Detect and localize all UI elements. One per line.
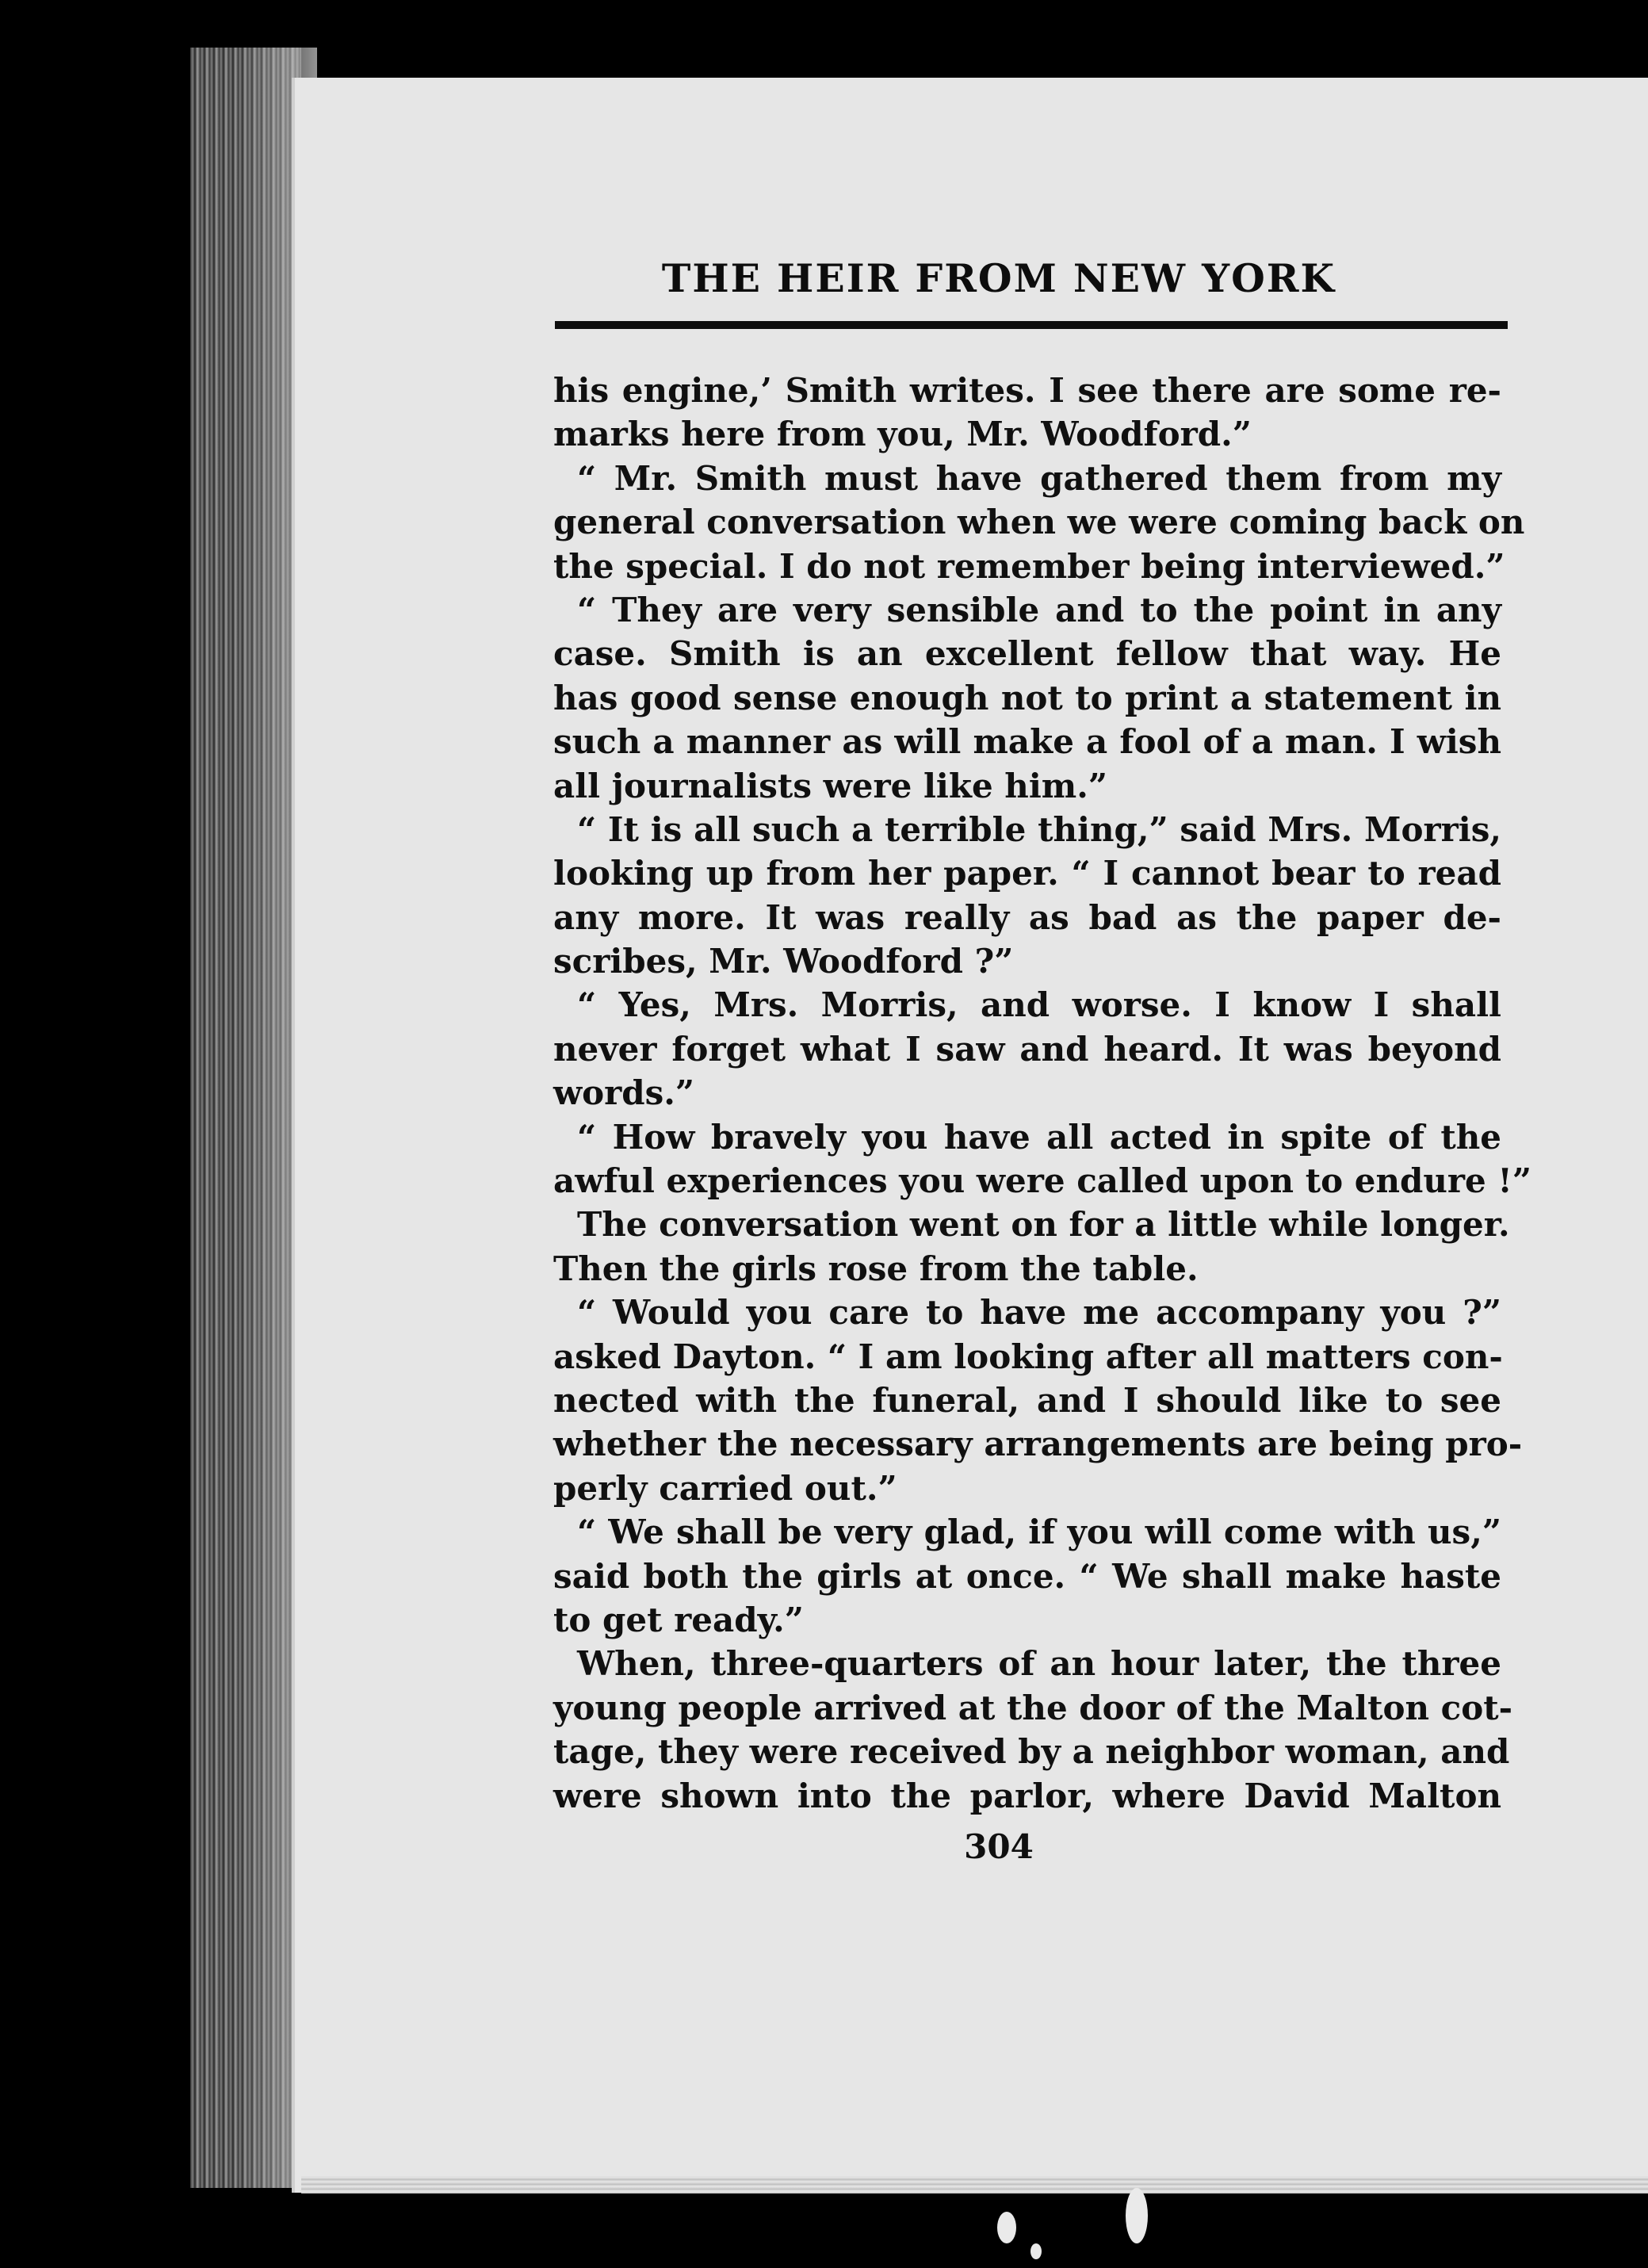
- text-line: all journalists were like him.”: [553, 766, 1108, 805]
- text-line: such a manner as will make a fool of a man. I wish: [553, 722, 1501, 762]
- text-line: scribes, Mr. Woodford ?”: [553, 942, 1014, 981]
- text-line: were shown into the parlor, where David Malton: [553, 1776, 1501, 1815]
- body-text: [553, 369, 1531, 1818]
- text-line: his engine,’ Smith writes. I see there are some re-: [553, 371, 1501, 410]
- running-head: THE HEIR FROM NEW YORK: [661, 255, 1336, 301]
- text-line: said both the girls at once. “ We shall make haste: [553, 1556, 1501, 1596]
- text-line: never forget what I saw and heard. It was beyond: [553, 1029, 1501, 1069]
- scan-speck: [1126, 2188, 1148, 2243]
- text-line: whether the necessary arrangements are being pro-: [553, 1425, 1523, 1464]
- text-line: tage, they were received by a neighbor woman, and: [553, 1732, 1510, 1772]
- text-line: awful experiences you were called upon to endure !”: [553, 1161, 1531, 1201]
- text-line: looking up from her paper. “ I cannot bear to read: [553, 854, 1501, 893]
- text-line: any more. It was really as bad as the paper de-: [553, 897, 1501, 937]
- text-line: young people arrived at the door of the Malton cot-: [553, 1688, 1513, 1727]
- text-line: “ How bravely you have all acted in spite of the: [577, 1117, 1501, 1157]
- text-line: “ We shall be very glad, if you will come with us,”: [577, 1513, 1501, 1552]
- scan-speck: [997, 2212, 1016, 2243]
- text-line: asked Dayton. “ I am looking after all matters con-: [553, 1337, 1503, 1376]
- text-line: Then the girls rose from the table.: [553, 1249, 1199, 1288]
- text-line: “ It is all such a terrible thing,” said Mrs. Morris,: [577, 809, 1501, 849]
- text-line: the special. I do not remember being interviewed.”: [553, 546, 1505, 586]
- text-line: “ Would you care to have me accompany you ?”: [577, 1293, 1501, 1333]
- header-rule: [555, 321, 1508, 329]
- page-bottom-edge: [301, 2176, 1648, 2193]
- text-line: “ Yes, Mrs. Morris, and worse. I know I shall: [577, 985, 1501, 1025]
- text-line: marks here from you, Mr. Woodford.”: [553, 415, 1252, 454]
- text-line: nected with the funeral, and I should like to see: [553, 1380, 1501, 1420]
- text-line: The conversation went on for a little while longer.: [577, 1205, 1510, 1245]
- text-line: general conversation when we were coming back on: [553, 503, 1525, 542]
- text-line: “ They are very sensible and to the point in any: [577, 590, 1501, 629]
- text-line: to get ready.”: [553, 1600, 804, 1639]
- text-line: has good sense enough not to print a statement in: [553, 678, 1501, 717]
- scan-speck: [1030, 2243, 1042, 2259]
- text-line: case. Smith is an excellent fellow that way. He: [553, 634, 1501, 674]
- text-line: perly carried out.”: [553, 1468, 897, 1508]
- text-line: words.”: [553, 1073, 695, 1113]
- page-number: 304: [964, 1827, 1034, 1866]
- text-line: “ Mr. Smith must have gathered them from my: [577, 458, 1501, 498]
- text-line: When, three-quarters of an hour later, the three: [577, 1644, 1501, 1684]
